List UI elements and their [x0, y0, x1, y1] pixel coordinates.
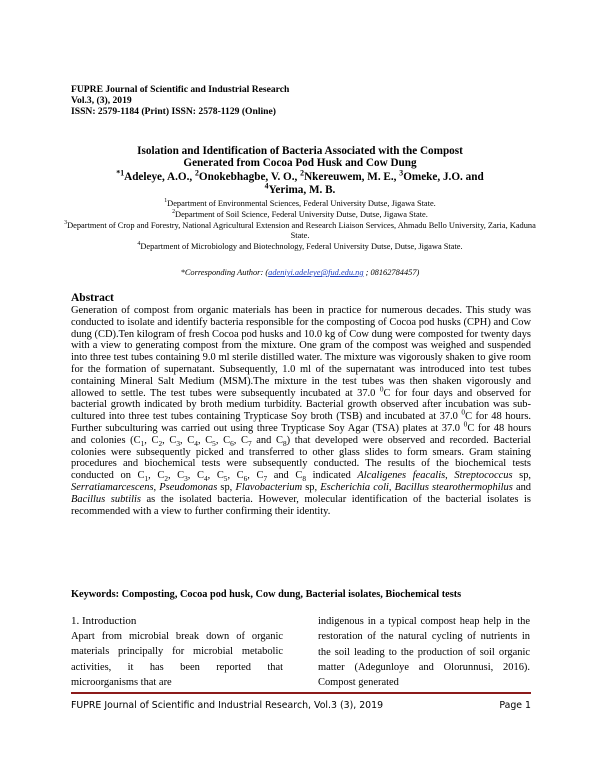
title-line-2: Generated from Cocoa Pod Husk and Cow Dung: [183, 157, 417, 169]
keywords: Keywords: Composting, Cocoa pod husk, Cow dung, Bacterial isolates, Biochemical tests: [71, 589, 462, 600]
species-7: Bacillus stearothermophilus: [394, 481, 513, 493]
species-8: Bacillus subtilis: [71, 493, 141, 505]
author-3: Nkereuwem, M. E.,: [304, 171, 400, 183]
footer-journal: FUPRE Journal of Scientific and Industrial Research, Vol.3 (3), 2019: [71, 700, 384, 711]
journal-header: [71, 84, 289, 117]
abstract-heading: Abstract: [71, 292, 114, 304]
species-2: Streptococcus: [454, 470, 513, 482]
journal-name: FUPRE Journal of Scientific and Industrial Research: [71, 84, 290, 95]
abstract-body: Generation of compost from organic materials has been in practice for numerous decades. This study was conducted to isolate and identify bacteria responsible for the composting of Cocoa pod husks (CPH) and Cow dung (CD).Ten kilogram of fresh Cocoa pod husks and 10.0 kg of Cow dung were composted for twenty days with a view to generating compost from the mixture. One gram of the compost was weighed and suspended into three test tubes containing 9.0 ml sterile distilled water. The mixture was vigorously shaken to give room for the formation of supernatant. Subsequently, 1.0 ml of the supernatant was introduced into test tubes containing Mineral Salt Medium (MSM).The mixture in the test tubes was then shaken vigorously and allowed to settle. The test tubes were subsequently incubated at 37.0 $^0$C for four days and observed for bacterial growth indicated by broth medium turbidity. Bacterial growth observed after incubation was sub-cultured into three test tubes containing Trypticase Soy broth (TSB) and incubated at 37.0 $^0$C for 48 hours. Further subculturing was carried out using three Trypticase Soy Agar (TSA) plates at 37.0 $^0$C for 48 hours and colonies ($C_1$, $C_2$, $C_3$, $C_4$, $C_5$, $C_6$, $C_7$ and $C_8$) that developed were observed and recorded. Bacterial colonies were subsequently picked and transferred to other glass slides to form smears. Gram staining procedures and biochemical tests were subsequently conducted. The results of the biochemical tests conducted on $C_1$, $C_2$, $C_3$, $C_4$, $C_5$, $C_6$, $C_7$ and $C_8$ indicated Alcaligenes feacalis, Streptococcus sp, Serratiamarcescens, Pseudomonas sp, Flavobacterium sp, Escherichia coli, Bacillus stearothermophilus and Bacillus subtilis as the isolated bacteria. However, molecular identification of the bacterial isolates is recommended with a view to further confirming their identity.: [71, 305, 532, 517]
affiliations: [60, 199, 540, 253]
corresponding-author: *Corresponding Author: (adeniyi.adeleye@fud.edu.ng ; 08162784457): [180, 268, 420, 277]
author-2: Onokebhagbe, V. O.,: [198, 171, 301, 183]
affiliation-2: $^2$Department of Soil Science, Federal University Dutse, Dutse, Jigawa State.: [172, 209, 428, 219]
species-1: Alcaligenes feacalis: [357, 470, 446, 482]
journal-volume: Vol.3, (3), 2019: [71, 95, 132, 106]
species-4: Pseudomonas: [159, 481, 218, 493]
intro-text-right: indigenous in a typical compost heap help in the restoration of the natural cycling of nutrients in the soil leading to the production of soil organic matter (Adegunloye and Olorunnusi, 2016). Compost generated: [318, 616, 530, 689]
author-email-link[interactable]: adeniyi.adeleye@fud.edu.ng: [268, 268, 364, 277]
intro-column-right: [318, 614, 530, 690]
species-3: Serratiamarcescens: [71, 481, 154, 493]
footer-rule: [71, 692, 531, 694]
author-1: Adeleye, A.O.,: [124, 171, 195, 183]
paper-title: [60, 145, 540, 169]
title-line-1: Isolation and Identification of Bacteria Associated with the Compost: [137, 145, 463, 157]
journal-issn: ISSN: 2579-1184 (Print) ISSN: 2578-1129 (Online): [71, 106, 276, 117]
species-5: Flavobacterium: [235, 481, 303, 493]
affiliation-3: $^3$Department of Crop and Forestry, National Agricultural Extension and Research Liaison Services, Ahmadu Bello University, Zaria, Kaduna State.: [64, 219, 536, 241]
page-number: Page 1: [499, 700, 531, 711]
author-5: Yerima, M. B.: [268, 183, 336, 196]
affiliation-4: $^4$Department of Microbiology and Biotechnology, Federal University Dutse, Dutse, Jigawa State.: [137, 241, 463, 252]
author-list: $^{*1}$Adeleye, A.O., $^2$Onokebhagbe, V. O., $^2$Nkereuwem, M. E., $^3$Omeke, J.O. and $^4$Yerima, M. B.: [116, 168, 484, 196]
intro-column-left: [71, 614, 283, 690]
intro-text-left: Apart from microbial break down of organic materials principally for microbial metabolic activities, it has been reported that microorganisms that are: [71, 631, 283, 688]
author-4: Omeke, J.O. and: [403, 171, 484, 183]
affiliation-1: $^1$Department of Environmental Sciences, Federal University Dutse, Jigawa State.: [164, 198, 436, 208]
section-heading-introduction: 1. Introduction: [71, 615, 137, 627]
species-6: Escherichia coli: [320, 481, 389, 493]
page-footer: [71, 700, 531, 711]
